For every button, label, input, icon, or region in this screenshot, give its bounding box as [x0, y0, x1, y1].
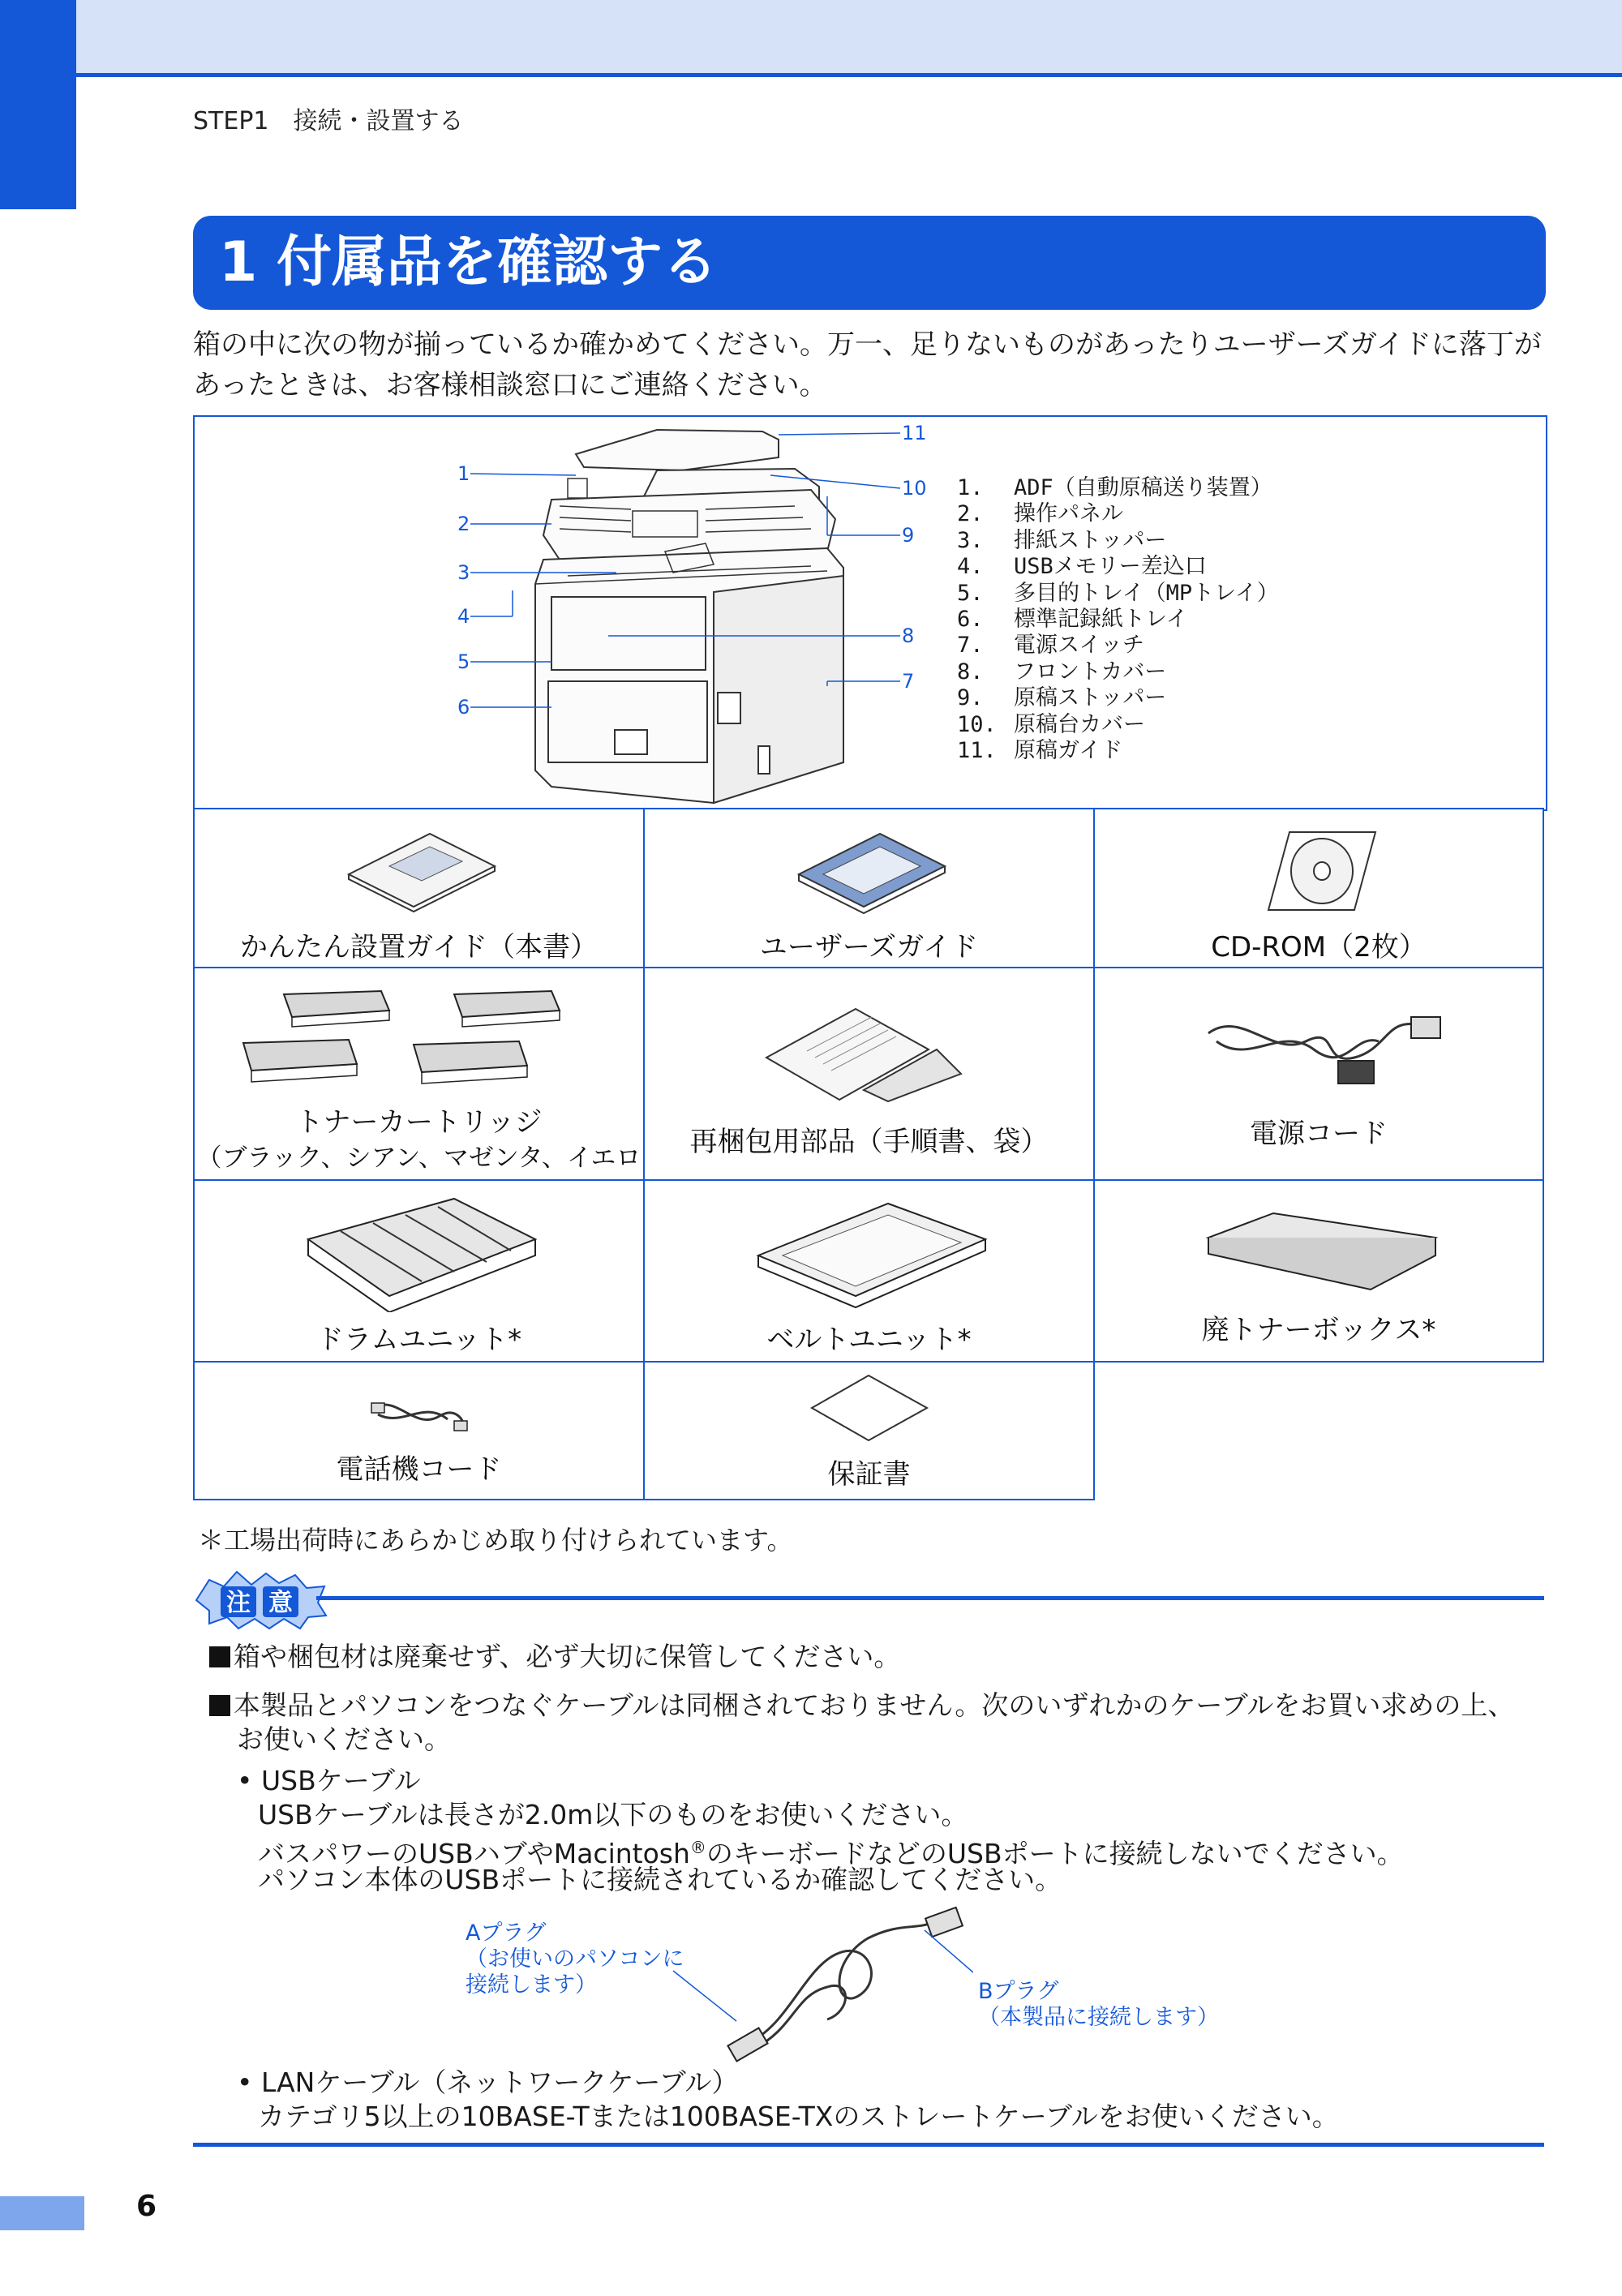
repack-parts-icon	[758, 1001, 985, 1106]
part-item: 5. 多目的トレイ（MPトレイ）	[957, 580, 1279, 606]
part-item: 4. USBメモリー差込口	[957, 554, 1207, 580]
callout-1: 1	[457, 462, 470, 485]
power-cord-icon	[1192, 1001, 1452, 1090]
section-title: 1 付属品を確認する	[219, 230, 718, 294]
chapter-tab	[0, 0, 76, 209]
item-label: ユーザーズガイド	[759, 931, 979, 963]
manual-icon	[791, 826, 953, 915]
callout-lines	[454, 422, 941, 779]
item-label: CD-ROM（2枚）	[1211, 931, 1427, 963]
item-label: 再梱包用部品（手順書、袋）	[689, 1126, 1049, 1158]
intro-line-2: あったときは、お客様相談窓口にご連絡ください。	[193, 369, 827, 401]
item-cdrom	[1093, 808, 1544, 968]
part-item: 8. フロントカバー	[957, 659, 1167, 685]
belt-unit-icon	[750, 1191, 993, 1312]
usb-line-2: バスパワーのUSBハブやMacintosh®のキーボードなどのUSBポートに接続しないでください。	[258, 1838, 1404, 1869]
item-label: 廃トナーボックス*	[1201, 1314, 1436, 1346]
item-sublabel: （ブラック、シアン、マゼンタ、イエロ	[196, 1144, 642, 1173]
item-label: ベルトユニット*	[766, 1324, 972, 1356]
toner-cartridge-icon	[235, 978, 608, 1100]
item-label: 電源コード	[1250, 1118, 1388, 1150]
item-repack	[643, 967, 1095, 1181]
page-number: 6	[136, 2190, 157, 2223]
part-item: 9. 原稿ストッパー	[957, 685, 1167, 711]
part-item: 3. 排紙ストッパー	[957, 527, 1167, 553]
plug-a-label: Aプラグ （お使いのパソコンに 接続します）	[466, 1920, 684, 1998]
drum-unit-icon	[300, 1191, 543, 1312]
callout-7: 7	[902, 670, 915, 693]
callout-10: 10	[902, 477, 927, 500]
caution-item-2-cont: お使いください。	[237, 1723, 451, 1755]
usb-callout-lines	[665, 1914, 973, 2036]
item-label: ドラムユニット*	[315, 1324, 522, 1356]
item-drum	[193, 1179, 645, 1363]
header-rule	[76, 73, 1622, 77]
item-label: 電話機コード	[336, 1453, 502, 1486]
item-belt	[643, 1179, 1095, 1363]
part-item: 6. 標準記録紙トレイ	[957, 607, 1188, 633]
callout-3: 3	[457, 561, 470, 584]
usb-line-3: パソコン本体のUSBポートに接続されているか確認してください。	[258, 1864, 1062, 1895]
usb-title: • USBケーブル	[237, 1765, 421, 1796]
callout-6: 6	[457, 696, 470, 719]
lan-line-1: カテゴリ5以上の10BASE-Tまたは100BASE-TXのストレートケーブルをお使いください。	[258, 2101, 1339, 2132]
callout-4: 4	[457, 605, 470, 628]
square-bullet-icon	[209, 1695, 230, 1716]
part-item: 11. 原稿ガイド	[957, 738, 1123, 764]
svg-text:注: 注	[226, 1589, 251, 1617]
item-waste-toner	[1093, 1179, 1544, 1363]
caution-item-2: 本製品とパソコンをつなぐケーブルは同梱されておりません。次のいずれかのケーブルをお買い求めの上、	[209, 1687, 1514, 1724]
phone-cord-icon	[367, 1392, 472, 1437]
callout-5: 5	[457, 650, 470, 673]
item-toner	[193, 967, 645, 1181]
intro-text	[193, 324, 1555, 406]
caution-rule	[316, 1596, 1544, 1600]
lan-title: • LANケーブル（ネットワークケーブル）	[237, 2066, 739, 2098]
parts-list	[957, 475, 1279, 764]
part-item: 10. 原稿台カバー	[957, 711, 1145, 737]
bottom-rule	[193, 2143, 1544, 2147]
intro-line-1: 箱の中に次の物が揃っているか確かめてください。万一、足りないものがあったりユーザーズガイドに落丁が	[193, 328, 1542, 361]
item-warranty	[643, 1361, 1095, 1500]
part-item: 2. 操作パネル	[957, 501, 1123, 527]
item-label: トナーカートリッジ	[295, 1106, 543, 1139]
warranty-card-icon	[809, 1372, 930, 1444]
part-item: 7. 電源スイッチ	[957, 633, 1144, 659]
caution-badge-icon	[191, 1570, 329, 1630]
page-tab	[0, 2196, 84, 2230]
footnote: ＊工場出荷時にあらかじめ取り付けられています。	[198, 1525, 793, 1556]
item-quick-guide	[193, 808, 645, 968]
item-users-guide	[643, 808, 1095, 968]
callout-2: 2	[457, 513, 470, 535]
item-label: かんたん設置ガイド（本書）	[240, 931, 598, 963]
callout-9: 9	[902, 524, 915, 547]
item-power-cord	[1093, 967, 1544, 1181]
header-band	[0, 0, 1622, 76]
cd-icon	[1265, 829, 1379, 913]
waste-toner-box-icon	[1200, 1205, 1444, 1294]
part-item: 1. ADF（自動原稿送り装置）	[957, 475, 1272, 500]
booklet-icon	[341, 826, 503, 915]
callout-11: 11	[902, 422, 927, 444]
item-label: 保証書	[827, 1458, 911, 1491]
plug-b-label: Bプラグ （本製品に接続します）	[978, 1979, 1219, 2030]
item-phone-cord	[193, 1361, 645, 1500]
usb-line-1: USBケーブルは長さが2.0m以下のものをお使いください。	[258, 1799, 968, 1830]
svg-text:意: 意	[268, 1589, 293, 1617]
square-bullet-icon	[209, 1646, 230, 1667]
callout-8: 8	[902, 624, 915, 647]
step-heading: STEP1 接続・設置する	[193, 107, 464, 135]
caution-item-1: 箱や梱包材は廃棄せず、必ず大切に保管してください。	[209, 1638, 900, 1676]
